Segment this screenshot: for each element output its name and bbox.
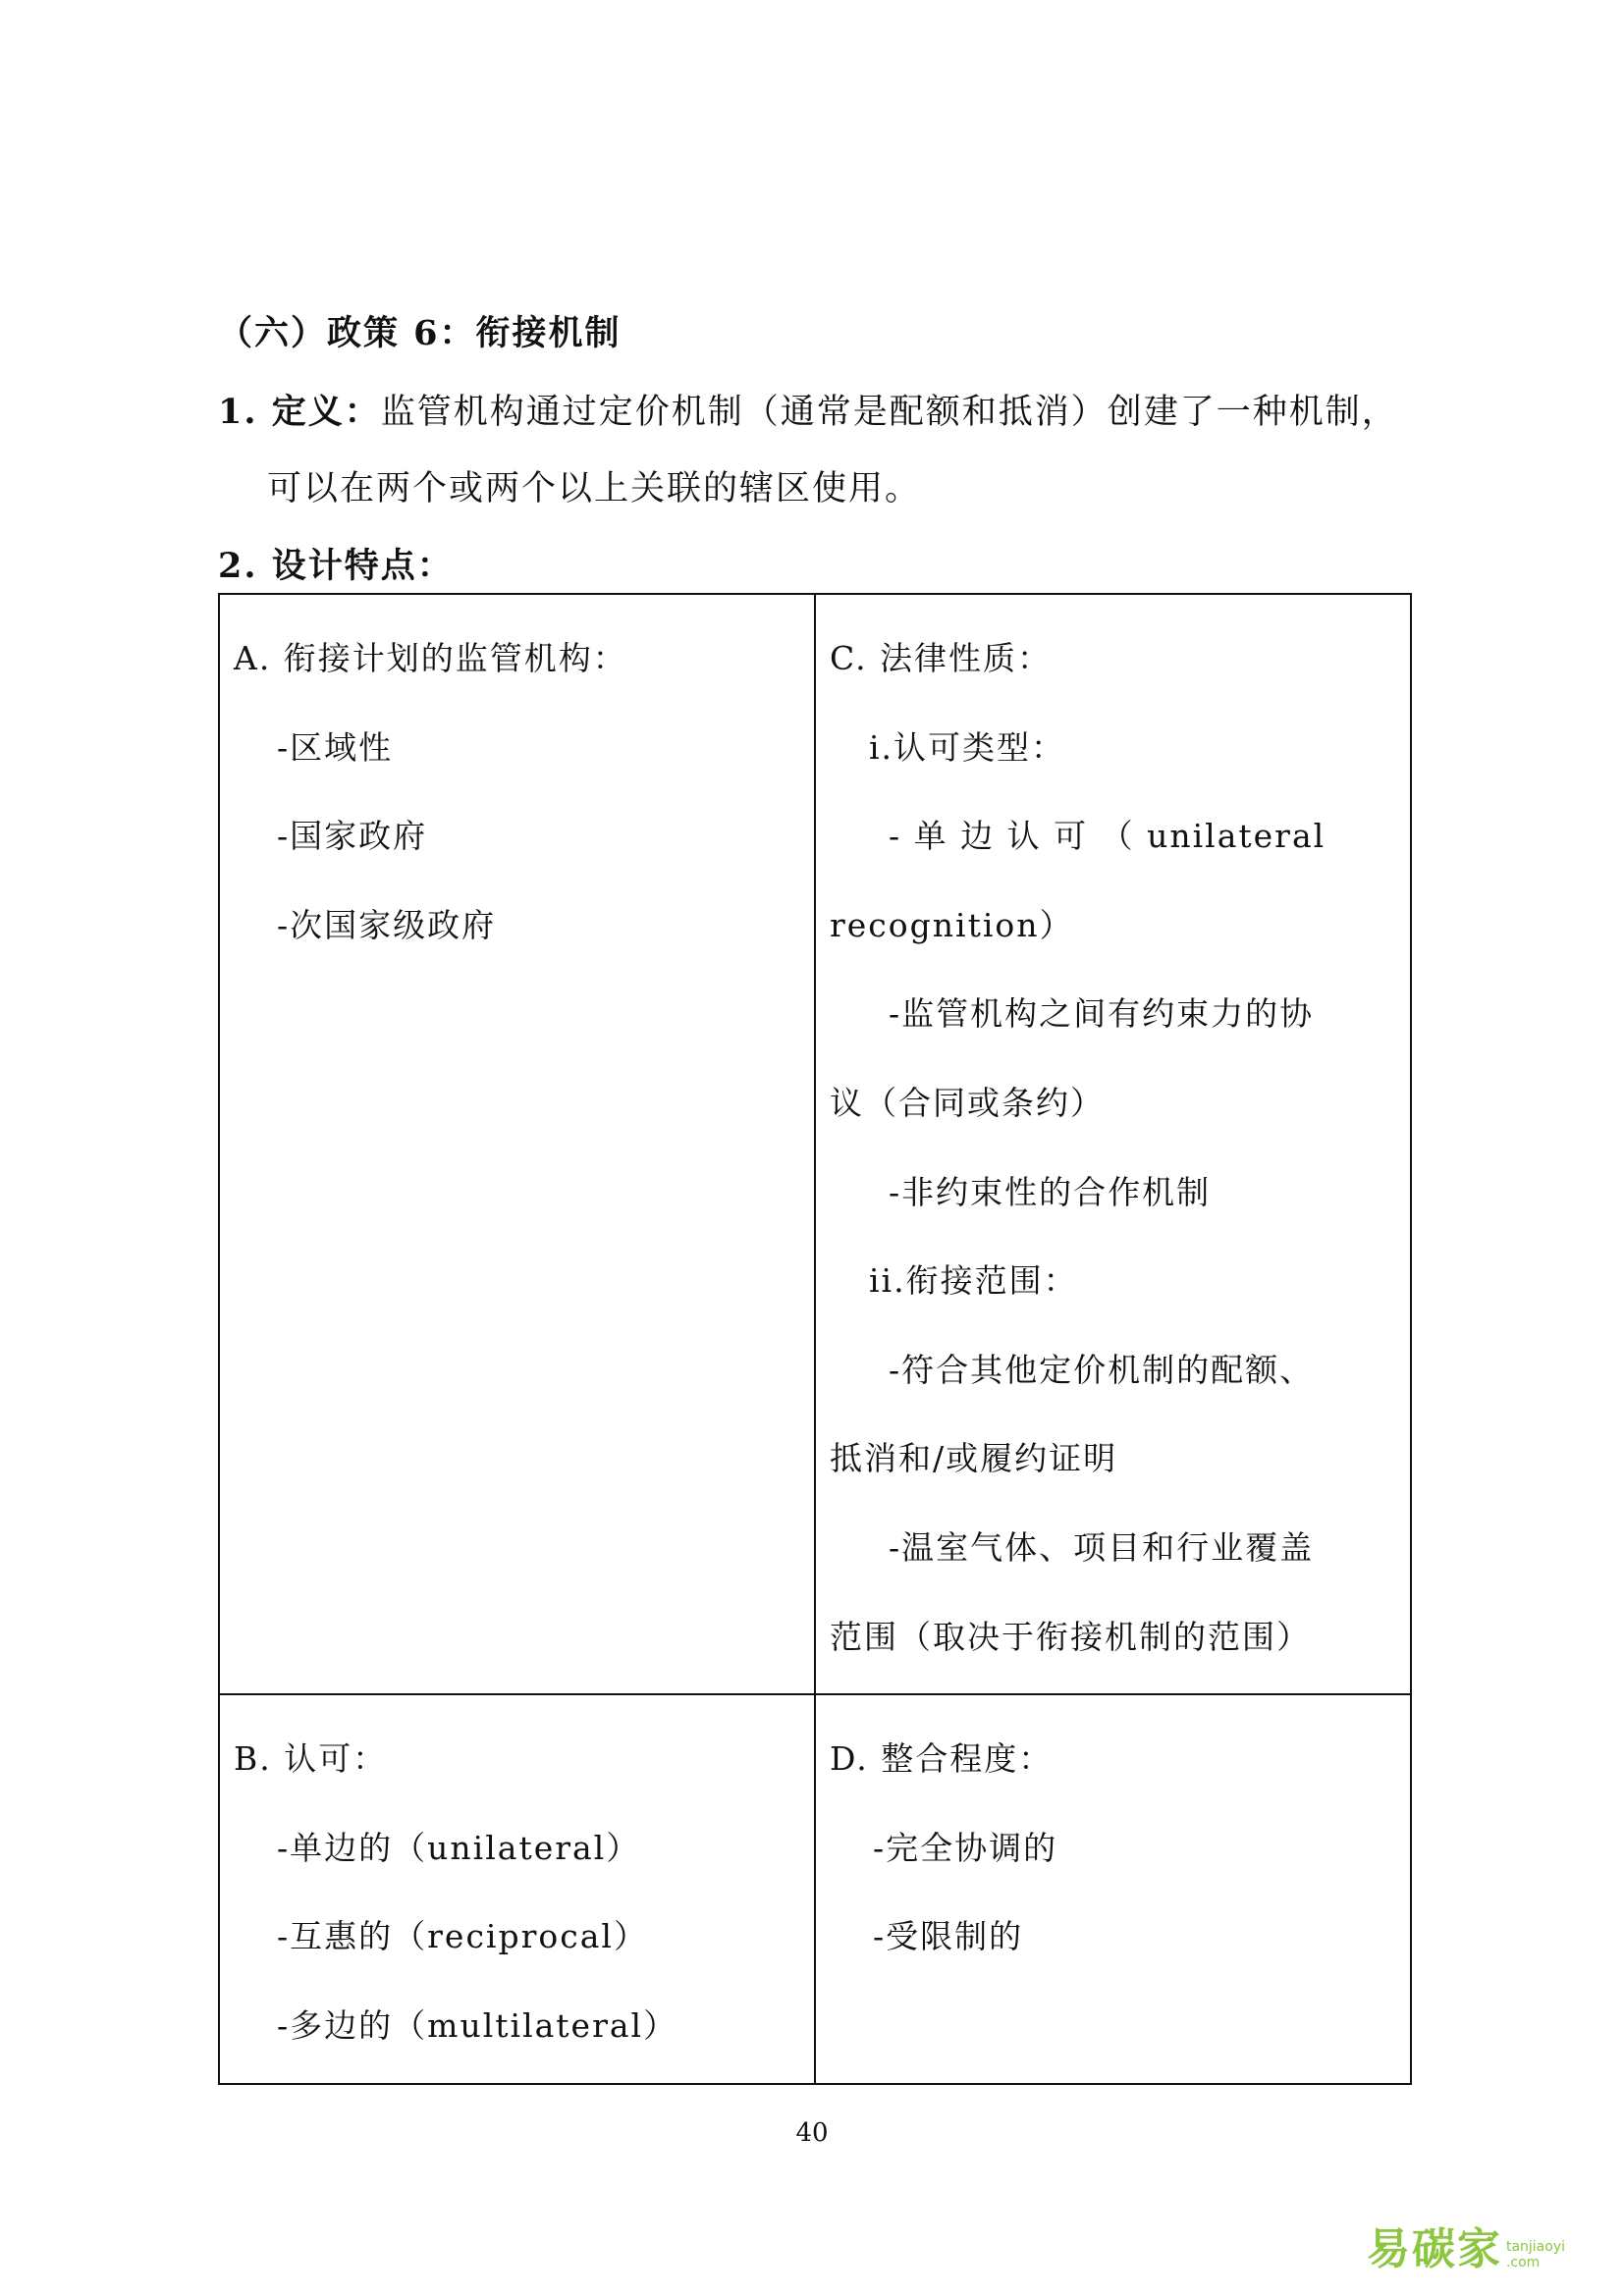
list-item: -完全协调的 — [873, 1828, 1058, 1867]
cell-c-title: C. 法律性质： — [830, 639, 1053, 677]
watermark-domain — [1506, 2239, 1565, 2270]
cell-d-integration — [815, 1694, 1411, 2083]
list-item: -区域性 — [277, 727, 394, 767]
list-item: -互惠的（reciprocal） — [277, 1917, 648, 1956]
watermark-domain-2: .com — [1505, 2255, 1541, 2270]
list-item: -非约束性的合作机制 — [889, 1172, 1212, 1211]
list-item: -符合其他定价机制的配额、 — [889, 1350, 1315, 1389]
list-item: - 单 边 认 可 （ unilateral — [889, 817, 1326, 856]
list-item-continuation: 议（合同或条约） — [830, 1083, 1105, 1122]
cell-b-recognition — [219, 1694, 815, 2083]
table-row — [219, 1694, 1411, 2083]
list-item: -次国家级政府 — [277, 905, 497, 944]
cell-c-legal-nature — [815, 594, 1411, 1694]
cell-a-title: A. 衔接计划的监管机构： — [234, 639, 627, 677]
list-item-continuation: 范围（取决于衔接机制的范围） — [830, 1617, 1311, 1656]
definition-line-2: 可以在两个或两个以上关联的辖区使用。 — [267, 469, 922, 508]
watermark-text: 易碳家 — [1366, 2224, 1502, 2274]
list-item: -单边的（unilateral） — [277, 1828, 641, 1867]
definition-label: 1. 定义： — [218, 392, 381, 432]
list-item: -受限制的 — [873, 1917, 1024, 1956]
cell-d-title: D. 整合程度： — [830, 1739, 1054, 1779]
list-item: -多边的（multilateral） — [277, 2005, 678, 2045]
page-number: 40 — [795, 2118, 829, 2148]
list-item-continuation: 抵消和/或履约证明 — [830, 1439, 1118, 1478]
watermark-domain-1: tanjiaoyi — [1505, 2239, 1565, 2255]
cell-a-regulators — [219, 594, 815, 1694]
cell-c-subtitle-1: i.认可类型： — [869, 727, 1066, 767]
definition-text-1: 监管机构通过定价机制（通常是配额和抵消）创建了一种机制， — [380, 393, 1398, 432]
design-features-table — [218, 593, 1412, 2085]
list-item-continuation: recognition） — [830, 905, 1074, 944]
list-item: -监管机构之间有约束力的协 — [889, 994, 1315, 1034]
definition-line-1 — [218, 385, 1398, 434]
cell-c-subtitle-2: ii.衔接范围： — [869, 1261, 1078, 1301]
watermark-logo — [1367, 2214, 1565, 2276]
list-item: -温室气体、项目和行业覆盖 — [889, 1527, 1315, 1567]
table-row — [219, 594, 1411, 1694]
cell-b-title: B. 认可： — [234, 1739, 388, 1779]
list-item: -国家政府 — [277, 817, 428, 856]
design-features-title: 2. 设计特点： — [218, 546, 454, 586]
section-heading: （六）政策 6：衔接机制 — [218, 313, 622, 353]
